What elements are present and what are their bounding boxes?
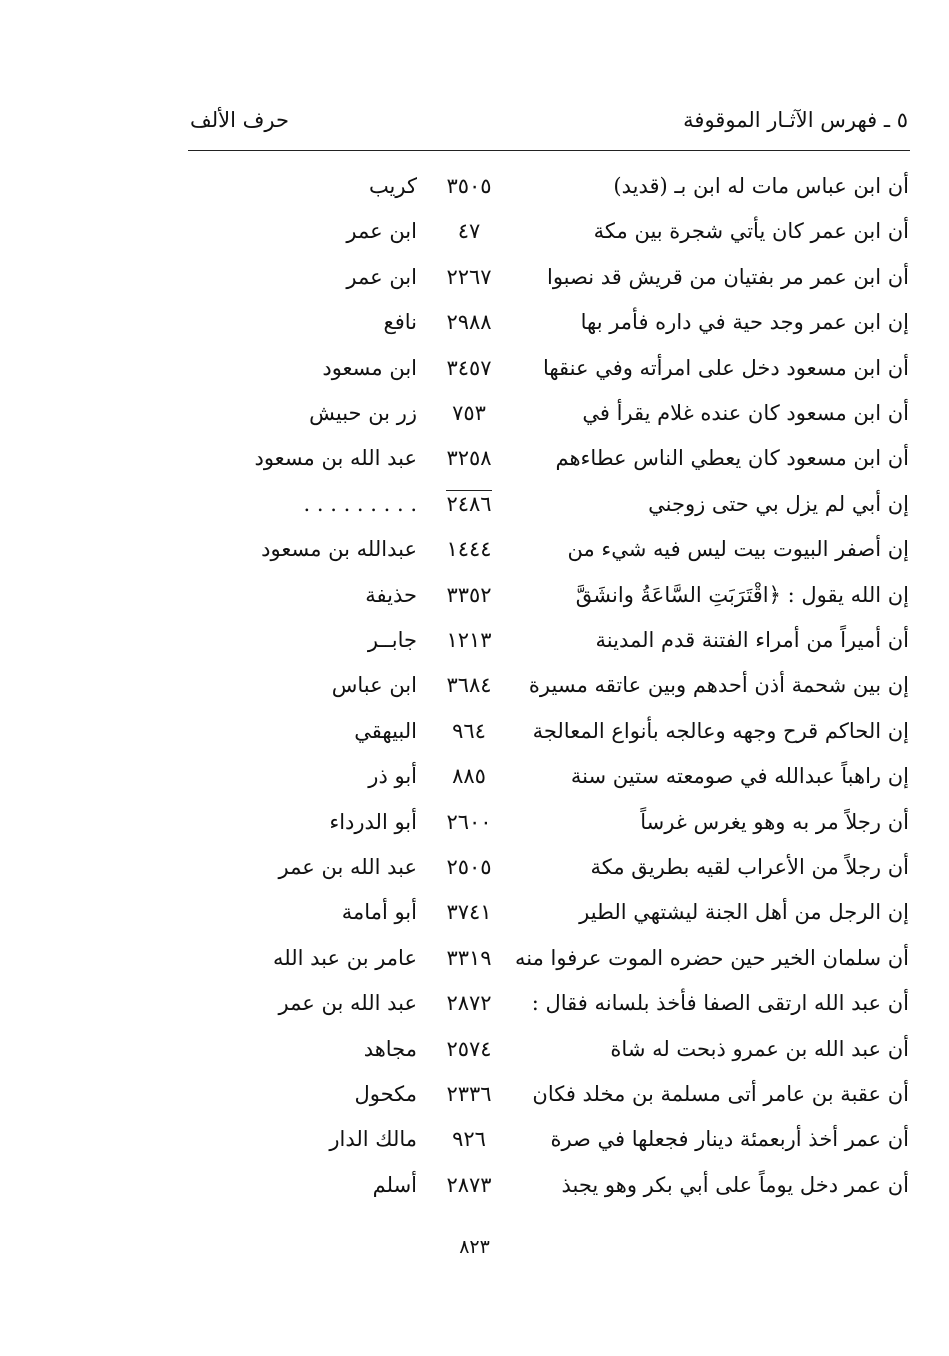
table-row xyxy=(0,302,949,342)
athar-number xyxy=(438,166,500,206)
athar-number-value: ٣٣١٩ xyxy=(446,945,492,970)
narrator: نافع xyxy=(383,310,417,335)
athar-text: أن عبد الله بن عمرو ذبحت له شاة xyxy=(610,1036,909,1061)
narrator: أبو أمامة xyxy=(341,900,417,925)
narrator: البيهقي xyxy=(354,718,417,743)
narrator: أبو ذر xyxy=(368,764,417,789)
athar-number xyxy=(438,711,500,751)
athar-number xyxy=(438,1165,500,1205)
athar-number-value: ٢٢٦٧ xyxy=(446,264,492,289)
table-row xyxy=(0,438,949,478)
narrator: ابن مسعود xyxy=(322,355,417,380)
table-row xyxy=(0,802,949,842)
narrator: زر بن حبيش xyxy=(309,401,417,425)
table-row xyxy=(0,938,949,978)
athar-number-value: ٣٣٥٢ xyxy=(446,582,492,607)
athar-number xyxy=(438,1029,500,1069)
athar-text: إن الله يقول : ﴿اقْتَرَبَتِ السَّاعَةُ وانشَقَّ xyxy=(575,582,909,607)
athar-number-value: ٢٥٧٤ xyxy=(446,1036,492,1061)
athar-number xyxy=(438,665,500,705)
athar-text: أن ابن مسعود دخل على امرأته وفي عنقها xyxy=(542,355,909,380)
table-row xyxy=(0,348,949,388)
page-number: ٨٢٣ xyxy=(459,1236,490,1258)
athar-number-value: ٩٦٤ xyxy=(452,718,486,743)
narrator: كريب xyxy=(368,174,417,198)
narrator: ابن عمر xyxy=(346,264,417,289)
athar-number xyxy=(438,1074,500,1114)
athar-text: أن عمر أخذ أربعمئة دينار فجعلها في صرة xyxy=(550,1127,909,1152)
narrator: عبد الله بن مسعود xyxy=(254,446,417,471)
table-row xyxy=(0,1074,949,1114)
athar-number-value: ٢٣٣٦ xyxy=(446,1082,492,1106)
narrator: عبدالله بن مسعود xyxy=(261,537,417,562)
table-row xyxy=(0,166,949,206)
athar-number xyxy=(438,529,500,569)
athar-number xyxy=(438,575,500,615)
narrator: عبد الله بن عمر xyxy=(278,855,417,879)
athar-text: أن عبد الله ارتقى الصفا فأخذ بلسانه فقال : xyxy=(531,991,909,1016)
table-row xyxy=(0,484,949,524)
header-rule xyxy=(188,150,910,151)
athar-number-value: ٣٢٥٨ xyxy=(446,446,492,471)
table-row xyxy=(0,983,949,1023)
athar-number xyxy=(438,938,500,978)
table-row xyxy=(0,892,949,932)
table-row xyxy=(0,257,949,297)
athar-number xyxy=(438,302,500,342)
athar-number xyxy=(438,983,500,1023)
narrator: مجاهد xyxy=(363,1036,417,1061)
narrator: ابن عمر xyxy=(346,219,417,244)
athar-number xyxy=(438,393,500,433)
table-row xyxy=(0,1119,949,1159)
section-title: ٥ ـ فهرس الآثـار الموقوفة xyxy=(683,108,908,132)
narrator: عبد الله بن عمر xyxy=(278,991,417,1016)
table-row xyxy=(0,393,949,433)
narrator: حذيفة xyxy=(365,582,417,607)
athar-number xyxy=(438,892,500,932)
athar-text: إن بين شحمة أذن أحدهم وبين عاتقه مسيرة xyxy=(528,673,909,698)
athar-number-value: ٢٨٧٢ xyxy=(446,991,492,1016)
athar-text: أن سلمان الخير حين حضره الموت عرفوا منه xyxy=(515,945,909,970)
athar-number xyxy=(438,847,500,887)
athar-text: إن الحاكم قرح وجهه وعالجه بأنواع المعالجة xyxy=(532,718,909,743)
table-row xyxy=(0,1165,949,1205)
athar-number xyxy=(438,438,500,478)
athar-number-value: ٩٢٦ xyxy=(452,1127,486,1152)
athar-number-value: ١٤٤٤ xyxy=(446,537,492,562)
athar-text: أن أميراً من أمراء الفتنة قدم المدينة xyxy=(595,628,909,652)
athar-text: إن أبي لم يزل بي حتى زوجني xyxy=(648,491,909,516)
letter-title: حرف الألف xyxy=(190,108,289,132)
athar-number-value: ٢٤٨٦ xyxy=(446,491,492,516)
athar-number xyxy=(438,211,500,251)
table-row xyxy=(0,575,949,615)
athar-number-value: ٢٥٠٥ xyxy=(446,855,492,879)
athar-text: إن أصفر البيوت بيت ليس فيه شيء من xyxy=(567,537,909,562)
athar-text: أن ابن مسعود كان عنده غلام يقرأ في xyxy=(582,401,909,425)
athar-number-value: ٧٥٣ xyxy=(452,401,486,425)
athar-text: أن عقبة بن عامر أتى مسلمة بن مخلد فكان xyxy=(532,1082,909,1106)
athar-number-value: ٣٧٤١ xyxy=(446,900,492,925)
narrator: ابن عباس xyxy=(331,673,417,698)
table-row xyxy=(0,211,949,251)
athar-number-value: ٣٥٠٥ xyxy=(446,174,492,198)
table-row xyxy=(0,711,949,751)
table-row xyxy=(0,665,949,705)
athar-number xyxy=(438,348,500,388)
athar-text: إن راهباً عبدالله في صومعته ستين سنة xyxy=(570,764,909,789)
athar-number xyxy=(438,756,500,796)
table-row xyxy=(0,1029,949,1069)
narrator: مكحول xyxy=(354,1082,417,1106)
athar-text: أن ابن عمر كان يأتي شجرة بين مكة xyxy=(593,219,909,244)
athar-number xyxy=(438,802,500,842)
athar-number xyxy=(438,484,500,524)
athar-text: إن الرجل من أهل الجنة ليشتهي الطير xyxy=(579,900,909,925)
athar-number-value: ٤٧ xyxy=(457,219,481,244)
narrator: أسلم xyxy=(372,1172,417,1197)
athar-number-value: ٢٩٨٨ xyxy=(446,310,492,335)
athar-text: أن رجلاً من الأعراب لقيه بطريق مكة xyxy=(590,855,909,879)
athar-text: أن ابن عباس مات له ابن بـ (قديد) xyxy=(613,174,909,198)
athar-text: أن رجلاً مر به وهو يغرس غرساً xyxy=(640,809,909,834)
table-row xyxy=(0,529,949,569)
athar-text: أن ابن عمر مر بفتيان من قريش قد نصبوا xyxy=(547,264,909,289)
athar-number xyxy=(438,1119,500,1159)
athar-number-value: ٨٨٥ xyxy=(452,764,486,789)
athar-number xyxy=(438,257,500,297)
running-header xyxy=(190,108,908,144)
table-row xyxy=(0,847,949,887)
narrator: مالك الدار xyxy=(329,1127,417,1152)
athar-number xyxy=(438,620,500,660)
narrator: . . . . . . . . . xyxy=(303,491,417,516)
table-row xyxy=(0,756,949,796)
narrator: أبو الدرداء xyxy=(329,809,417,834)
athar-number-value: ١٢١٣ xyxy=(446,628,492,652)
athar-text: أن ابن مسعود كان يعطي الناس عطاءهم xyxy=(555,446,909,471)
narrator: جابــر xyxy=(367,628,417,652)
narrator: عامر بن عبد الله xyxy=(273,945,417,970)
athar-number-value: ٢٦٠٠ xyxy=(446,809,492,834)
athar-text: إن ابن عمر وجد حية في داره فأمر بها xyxy=(580,310,909,335)
athar-number-value: ٣٤٥٧ xyxy=(446,355,492,380)
table-row xyxy=(0,620,949,660)
athar-number-value: ٣٦٨٤ xyxy=(446,673,492,698)
athar-text: أن عمر دخل يوماً على أبي بكر وهو يجبذ xyxy=(561,1172,909,1197)
athar-number-value: ٢٨٧٣ xyxy=(446,1172,492,1197)
